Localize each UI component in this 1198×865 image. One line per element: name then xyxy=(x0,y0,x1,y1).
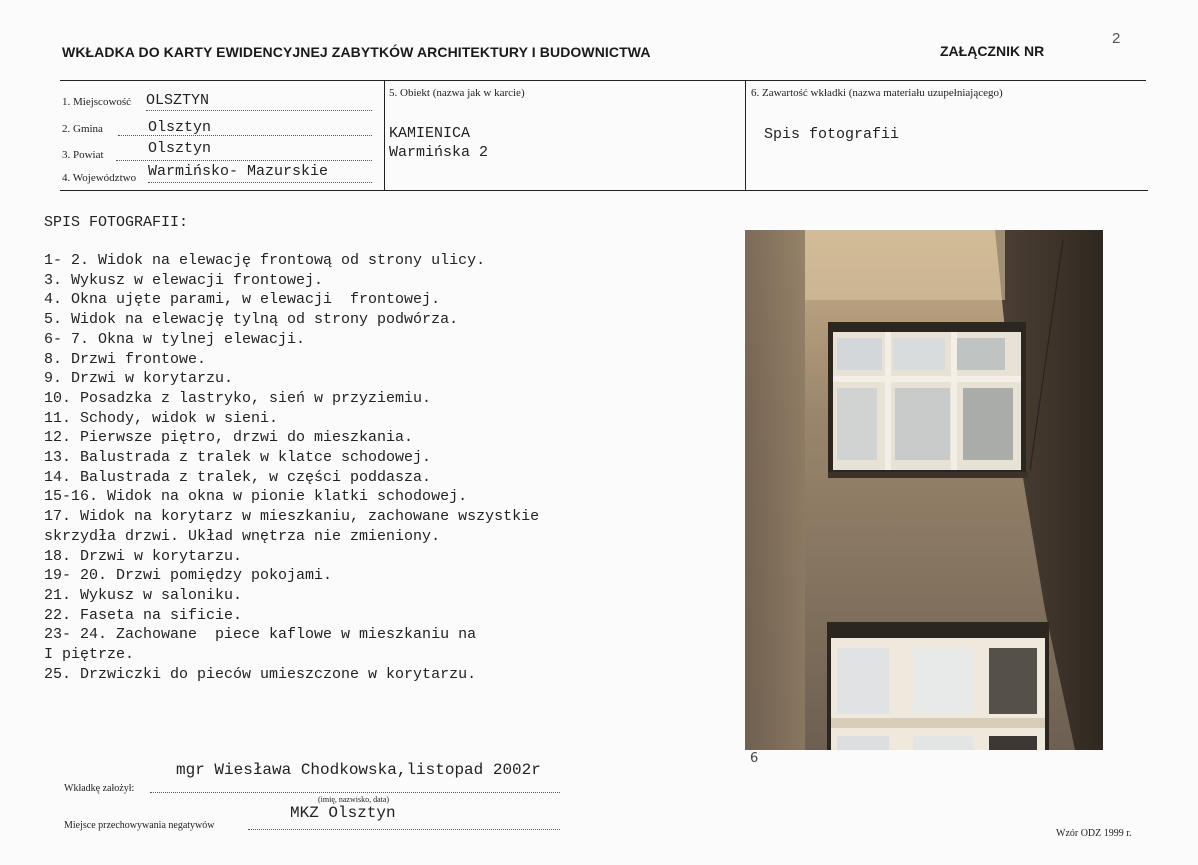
table-bottom-rule xyxy=(60,190,1148,191)
author-value: mgr Wiesława Chodkowska,listopad 2002r xyxy=(176,761,541,779)
photo-list-item: 22. Faseta na sificie. xyxy=(44,606,243,624)
photo-list-item: 14. Balustrada z tralek, w części poddasza. xyxy=(44,468,432,486)
photo-list xyxy=(44,251,539,684)
storage-value: MKZ Olsztyn xyxy=(290,804,396,822)
page-number: 2 xyxy=(1112,30,1121,47)
storage-dotline xyxy=(248,829,560,830)
contents-label: 6. Zawartość wkładki (nazwa materiału uzupełniającego) xyxy=(751,87,1003,99)
photo-list-item: 4. Okna ujęte parami, w elewacji frontowej. xyxy=(44,291,441,309)
template-version: Wzór ODZ 1999 r. xyxy=(1056,828,1132,839)
photo-list-item: 12. Pierwsze piętro, drzwi do mieszkania. xyxy=(44,429,414,447)
gmina-dotline xyxy=(118,135,372,136)
photo-caption: 6 xyxy=(750,751,759,766)
object-address: Warmińska 2 xyxy=(389,144,489,161)
photo-list-item: 18. Drzwi w korytarzu. xyxy=(44,547,243,565)
wojewodztwo-dotline xyxy=(148,182,372,183)
photo-list-item: 23- 24. Zachowane piece kaflowe w mieszkaniu na xyxy=(44,626,477,644)
photo-list-item: 10. Posadzka z lastryko, sień w przyziemiu. xyxy=(44,389,432,407)
gmina-label: 2. Gmina xyxy=(62,123,103,135)
miejscowosc-value: OLSZTYN xyxy=(146,92,210,109)
facade-illustration xyxy=(745,230,1103,750)
photo-list-item: I piętrze. xyxy=(44,646,135,664)
photo-list-item: 3. Wykusz w elewacji frontowej. xyxy=(44,271,324,289)
contents-value: Spis fotografii xyxy=(764,126,900,143)
wojewodztwo-value: Warmińsko- Mazurskie xyxy=(148,163,329,180)
author-label: Wkładkę założył: xyxy=(64,783,135,794)
table-divider-1 xyxy=(384,80,385,190)
table-divider-2 xyxy=(745,80,746,190)
object-label: 5. Obiekt (nazwa jak w karcie) xyxy=(389,87,525,99)
photo-list-item: 6- 7. Okna w tylnej elewacji. xyxy=(44,330,306,348)
powiat-label: 3. Powiat xyxy=(62,149,104,161)
photo-list-item: 9. Drzwi w korytarzu. xyxy=(44,370,234,388)
photo-list-item: 25. Drzwiczki do pieców umieszczone w korytarzu. xyxy=(44,665,477,683)
photo-list-item: 1- 2. Widok na elewację frontową od strony ulicy. xyxy=(44,252,486,269)
photo-list-item: 8. Drzwi frontowe. xyxy=(44,350,207,368)
storage-label: Miejsce przechowywania negatywów xyxy=(64,820,215,831)
photo-list-item: 11. Schody, widok w sieni. xyxy=(44,409,279,427)
gmina-value: Olsztyn xyxy=(148,119,212,136)
powiat-dotline xyxy=(116,160,372,161)
object-name: KAMIENICA xyxy=(389,125,471,142)
photo-list-item: 13. Balustrada z tralek w klatce schodowej. xyxy=(44,449,432,467)
photo-list-item: skrzydła drzwi. Układ wnętrza nie zmieniony. xyxy=(44,527,441,545)
photo-list-item: 5. Widok na elewację tylną od strony podwórza. xyxy=(44,311,459,329)
author-dotline xyxy=(150,792,560,793)
photo-list-item: 19- 20. Drzwi pomiędzy pokojami. xyxy=(44,567,333,585)
miejscowosc-label: 1. Miejscowość xyxy=(62,96,132,108)
photo-list-item: 15-16. Widok na okna w pionie klatki schodowej. xyxy=(44,488,468,506)
photo-list-item: 17. Widok na korytarz w mieszkaniu, zachowane wszystkie xyxy=(44,508,540,526)
annex-label: ZAŁĄCZNIK NR xyxy=(940,43,1045,59)
miejscowosc-dotline xyxy=(146,110,372,111)
document-title: WKŁADKA DO KARTY EWIDENCYJNEJ ZABYTKÓW ARCHITEKTURY I BUDOWNICTWA xyxy=(62,44,651,60)
wojewodztwo-label: 4. Województwo xyxy=(62,172,137,184)
photo-list-heading: SPIS FOTOGRAFII: xyxy=(44,214,189,231)
author-hint: (imię, nazwisko, data) xyxy=(318,795,390,804)
building-photo xyxy=(745,230,1103,750)
table-top-rule xyxy=(60,80,1146,81)
photo-list-item: 21. Wykusz w saloniku. xyxy=(44,586,243,604)
powiat-value: Olsztyn xyxy=(148,140,212,157)
